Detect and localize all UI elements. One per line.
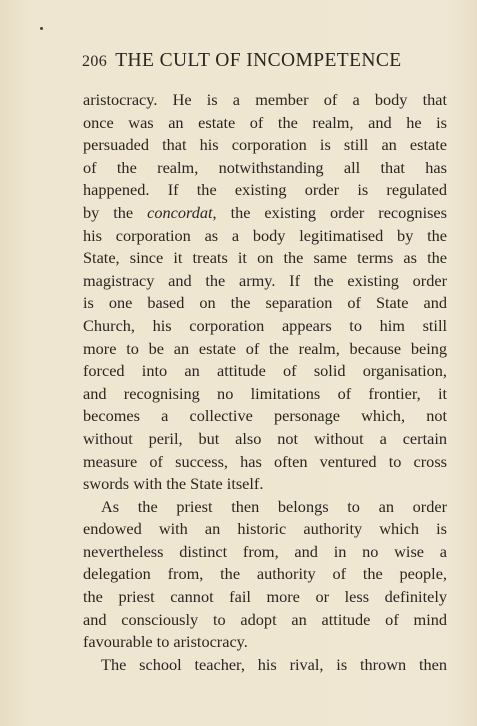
paragraph-3 <box>83 654 447 677</box>
text-line: State, since it treats it on the same terms as the <box>83 248 447 268</box>
text-line: delegation from, the authority of the people, <box>83 564 447 584</box>
text-line: swords with the State itself. <box>83 474 264 494</box>
text-line: more to be an estate of the realm, because being <box>83 338 447 358</box>
running-header <box>82 50 450 78</box>
text-line: his corporation as a body legitimatised by the <box>83 225 447 245</box>
page-number: 206 <box>82 53 108 70</box>
text-line: As the priest then belongs to an order <box>101 496 447 516</box>
text-line: endowed with an historic authority which is <box>83 519 447 539</box>
text-line: without peril, but also not without a certain <box>83 428 447 448</box>
text-line: measure of success, has often ventured to cross <box>83 451 447 471</box>
text-line: The school teacher, his rival, is thrown then <box>101 654 447 674</box>
body-text <box>83 89 447 676</box>
text-line: magistracy and the army. If the existing order <box>83 270 447 290</box>
ink-speck <box>40 27 43 30</box>
text-fragment: , the existing order recognises <box>212 202 447 222</box>
paragraph-1 <box>83 89 447 496</box>
running-title: THE CULT OF INCOMPETENCE <box>115 50 402 71</box>
text-line: and recognising no limitations of frontier, it <box>83 383 447 403</box>
text-line: forced into an attitude of solid organisation, <box>83 361 447 381</box>
text-line: persuaded that his corporation is still an estate <box>83 135 447 155</box>
text-line: once was an estate of the realm, and he is <box>83 112 447 132</box>
text-line: Church, his corporation appears to him still <box>83 315 447 335</box>
text-line: and consciously to adopt an attitude of mind <box>83 609 447 629</box>
text-line: favourable to aristocracy. <box>83 632 248 652</box>
text-line: aristocracy. He is a member of a body that <box>83 90 447 109</box>
paragraph-2 <box>83 496 447 654</box>
text-line: of the realm, notwithstanding all that has <box>83 157 447 177</box>
text-line: nevertheless distinct from, and in no wise a <box>83 541 447 561</box>
text-line <box>83 202 447 225</box>
text-line: the priest cannot fail more or less definitely <box>83 587 447 607</box>
text-fragment: by the <box>83 202 148 222</box>
text-line: is one based on the separation of State and <box>83 293 447 313</box>
text-line: becomes a collective personage which, not <box>83 406 447 426</box>
text-line: happened. If the existing order is regulated <box>83 180 447 200</box>
italic-term: concordat <box>147 202 213 222</box>
